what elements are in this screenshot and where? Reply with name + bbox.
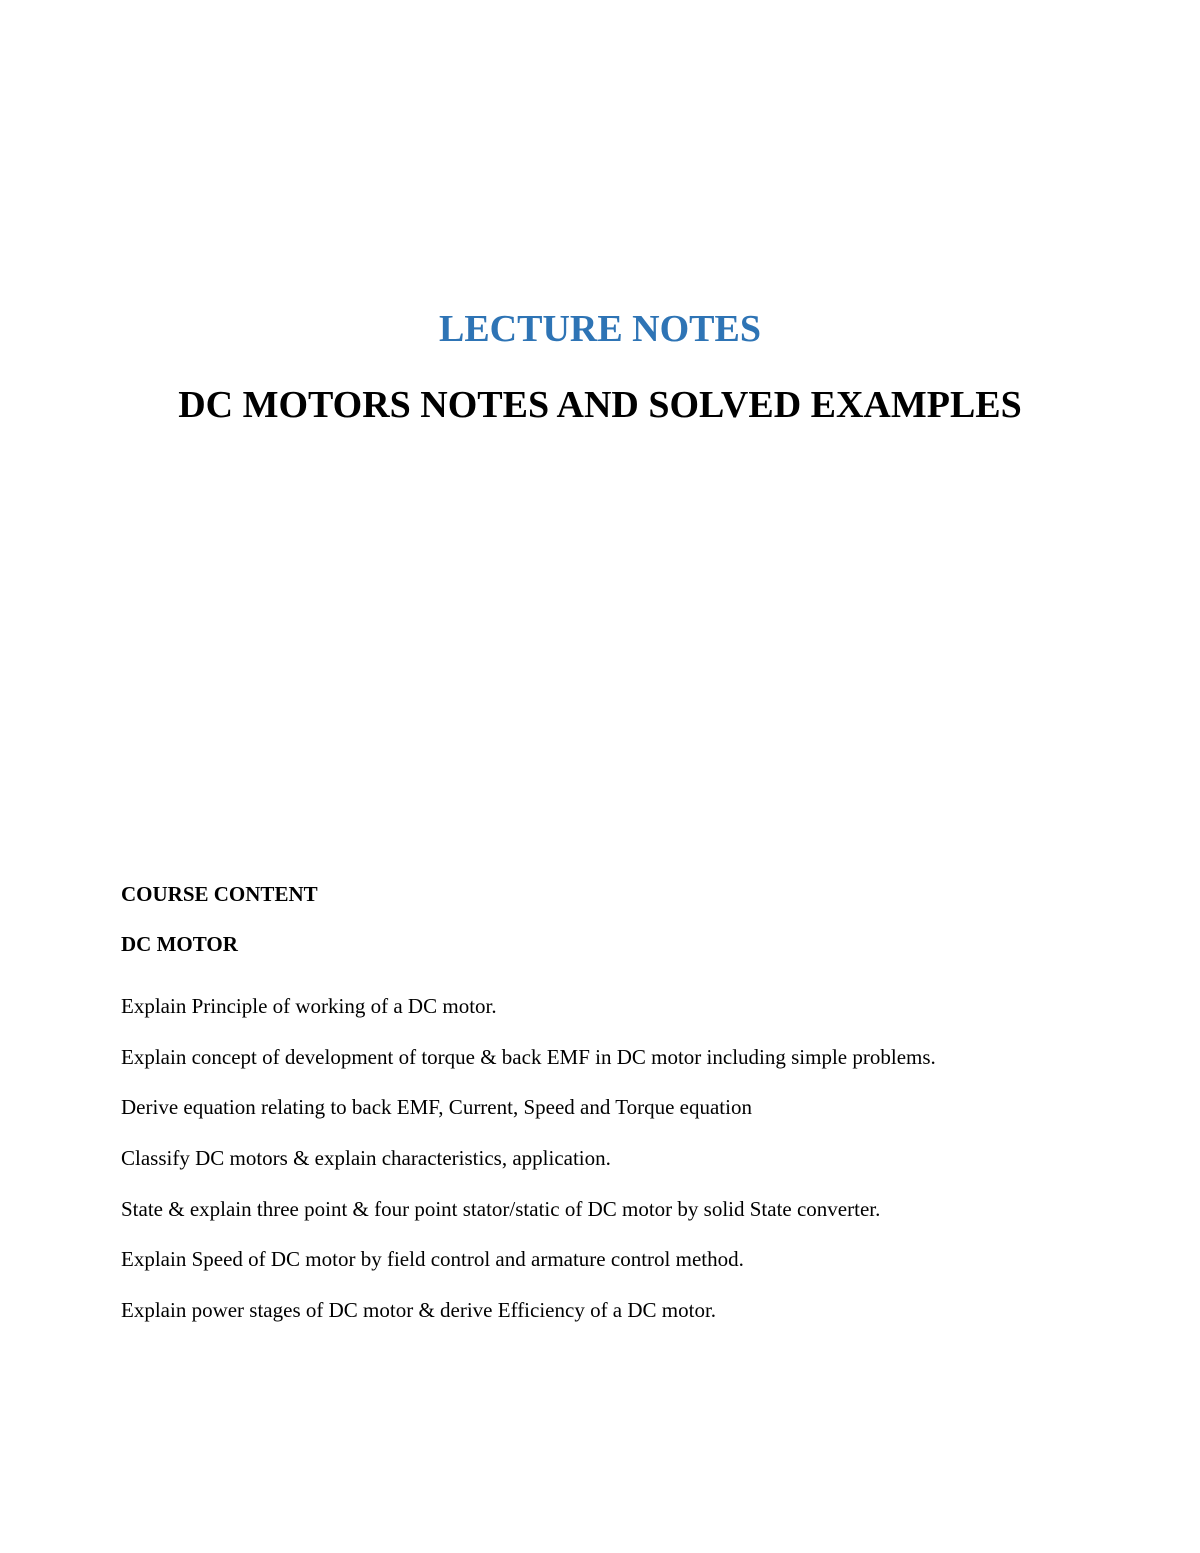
course-content-heading: COURSE CONTENT <box>121 882 318 906</box>
document-title: LECTURE NOTES <box>438 308 762 350</box>
objective-item: Derive equation relating to back EMF, Current, Speed and Torque equation <box>121 1095 752 1120</box>
objective-item: Explain Principle of working of a DC motor. <box>121 994 497 1018</box>
objectives-list <box>121 992 1121 1324</box>
objective-item: Classify DC motors & explain characteristics, application. <box>121 1146 611 1171</box>
title-block <box>0 305 1200 429</box>
objective-item: State & explain three point & four point stator/static of DC motor by solid State converter. <box>121 1196 881 1221</box>
objective-item: Explain concept of development of torque & back EMF in DC motor including simple problems. <box>121 1044 936 1069</box>
document-subtitle: DC MOTORS NOTES AND SOLVED EXAMPLES <box>178 384 1022 426</box>
dc-motor-heading: DC MOTOR <box>121 932 238 956</box>
objective-item: Explain power stages of DC motor & derive Efficiency of a DC motor. <box>121 1298 717 1323</box>
course-content-section <box>121 880 1121 1347</box>
objective-item: Explain Speed of DC motor by field control and armature control method. <box>121 1247 744 1272</box>
